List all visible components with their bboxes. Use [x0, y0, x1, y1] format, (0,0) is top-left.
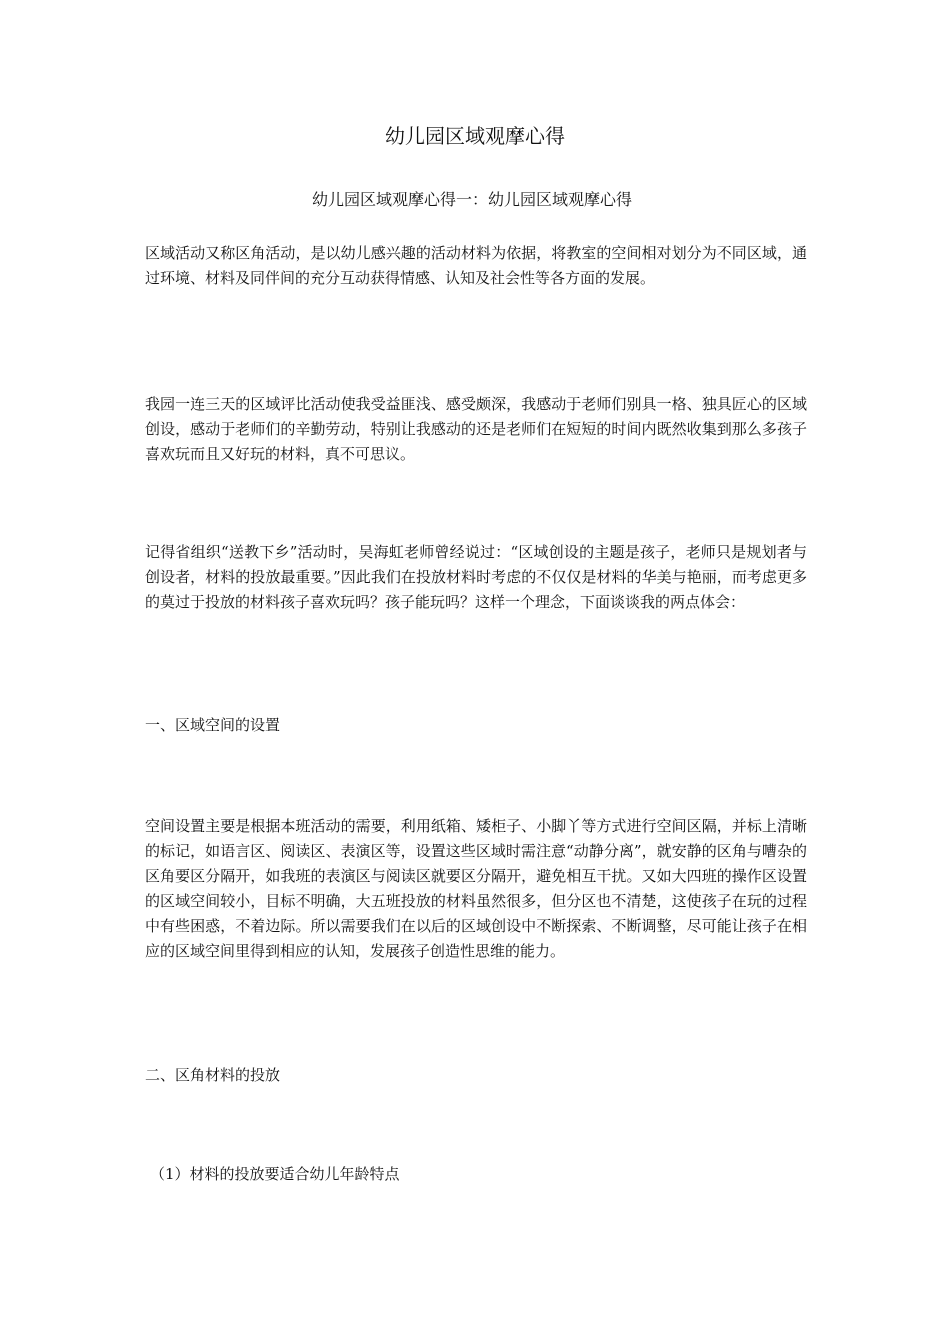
paragraph-quote: 记得省组织“送教下乡”活动时，吴海虹老师曾经说过：“区域创设的主题是孩子，老师只是规划者与创设者，材料的投放最重要。”因此我们在投放材料时考虑的不仅仅是材料的华美与艳丽，而考虑更多的莫过于投放的材料孩子喜欢玩吗？孩子能玩吗？这样一个理念，下面谈谈我的两点体会： — [145, 543, 807, 611]
section-heading-materials: 二、区角材料的投放 — [145, 1066, 281, 1084]
paragraph-space-setup: 空间设置主要是根据本班活动的需要，利用纸箱、矮柜子、小脚丫等方式进行空间区隔，并标上清晰的标记，如语言区、阅读区、表演区等，设置这些区域时需注意“动静分离”，就安静的区角与嘈杂的区角要区分隔开，如我班的表演区与阅读区就要区分隔开，避免相互干扰。又如大四班的操作区设置的区域空间较小，目标不明确，大五班投放的材料虽然很多，但分区也不清楚，这使孩子在玩的过程中有些困惑，不着边际。所以需要我们在以后的区域创设中不断探索、不断调整，尽可能让孩子在相应的区域空间里得到相应的认知，发展孩子创造性思维的能力。 — [145, 817, 807, 960]
document-subtitle: 幼儿园区域观摩心得一：幼儿园区域观摩心得 — [312, 190, 633, 209]
paragraph-experience: 我园一连三天的区域评比活动使我受益匪浅、感受颇深，我感动于老师们别具一格、独具匠心的区域创设，感动于老师们的辛勤劳动，特别让我感动的还是老师们在短短的时间内既然收集到那么多孩子喜欢玩而且又好玩的材料，真不可思议。 — [145, 395, 807, 463]
paragraph-intro: 区域活动又称区角活动，是以幼儿感兴趣的活动材料为依据，将教室的空间相对划分为不同区域，通过环境、材料及同伴间的充分互动获得情感、认知及社会性等各方面的发展。 — [145, 244, 807, 287]
section-heading-space: 一、区域空间的设置 — [145, 716, 281, 734]
document-title: 幼儿园区域观摩心得 — [385, 124, 565, 148]
subsection-heading-age: （1）材料的投放要适合幼儿年龄特点 — [150, 1165, 400, 1183]
